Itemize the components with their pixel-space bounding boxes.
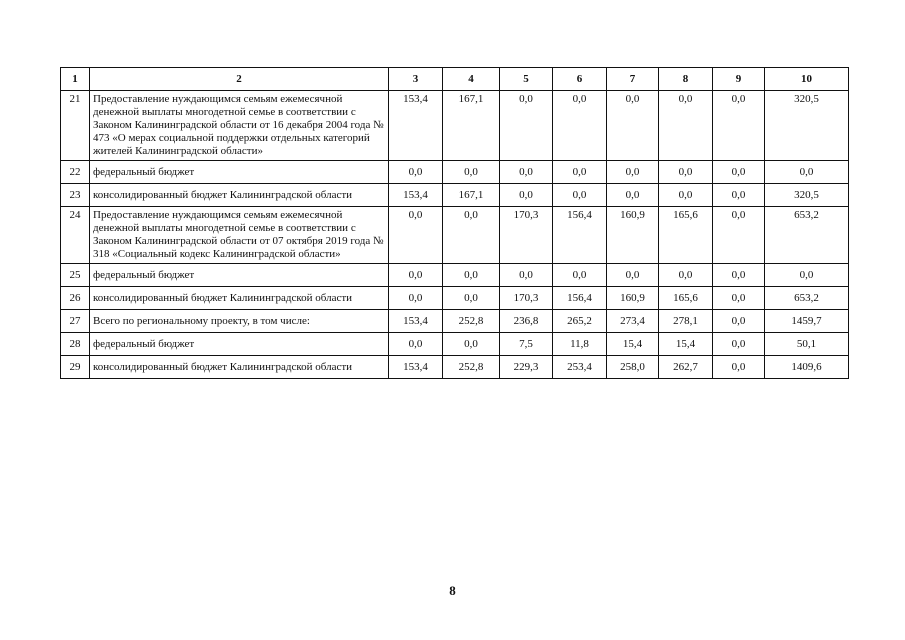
row-value-col4: 0,0 xyxy=(443,264,500,287)
row-value-col6: 0,0 xyxy=(553,161,607,184)
header-cell-10: 10 xyxy=(765,68,849,91)
row-value-col5: 229,3 xyxy=(500,356,553,379)
row-value-col6: 0,0 xyxy=(553,264,607,287)
header-cell-1: 1 xyxy=(61,68,90,91)
row-value-col7: 258,0 xyxy=(607,356,659,379)
row-value-col10: 653,2 xyxy=(765,207,849,264)
row-value-col10: 653,2 xyxy=(765,287,849,310)
header-cell-4: 4 xyxy=(443,68,500,91)
table-row-21 xyxy=(61,91,849,161)
row-value-col9: 0,0 xyxy=(713,161,765,184)
row-number: 24 xyxy=(61,207,90,264)
row-value-col3: 0,0 xyxy=(389,333,443,356)
row-value-col6: 0,0 xyxy=(553,184,607,207)
row-value-col9: 0,0 xyxy=(713,184,765,207)
row-value-col9: 0,0 xyxy=(713,310,765,333)
row-value-col4: 0,0 xyxy=(443,207,500,264)
row-value-col6: 0,0 xyxy=(553,91,607,161)
table-row-23 xyxy=(61,184,849,207)
row-description: консолидированный бюджет Калининградской области xyxy=(90,287,389,310)
row-value-col7: 273,4 xyxy=(607,310,659,333)
row-value-col9: 0,0 xyxy=(713,264,765,287)
row-value-col8: 0,0 xyxy=(659,91,713,161)
row-value-col6: 156,4 xyxy=(553,287,607,310)
row-description: консолидированный бюджет Калининградской области xyxy=(90,356,389,379)
row-number: 25 xyxy=(61,264,90,287)
row-description: Предоставление нуждающимся семьям ежемесячной денежной выплаты многодетной семье в соответствии с Законом Калининградской области от 07 октября 2019 года № 318 «Социальный кодекс Калининградской области» xyxy=(90,207,389,264)
header-cell-5: 5 xyxy=(500,68,553,91)
table-row-28 xyxy=(61,333,849,356)
row-number: 22 xyxy=(61,161,90,184)
row-value-col3: 153,4 xyxy=(389,91,443,161)
row-number: 26 xyxy=(61,287,90,310)
row-value-col8: 262,7 xyxy=(659,356,713,379)
row-value-col4: 0,0 xyxy=(443,287,500,310)
row-value-col3: 0,0 xyxy=(389,207,443,264)
row-value-col10: 0,0 xyxy=(765,161,849,184)
table-row-29 xyxy=(61,356,849,379)
row-description: федеральный бюджет xyxy=(90,333,389,356)
row-value-col3: 0,0 xyxy=(389,287,443,310)
row-value-col8: 0,0 xyxy=(659,264,713,287)
row-value-col4: 252,8 xyxy=(443,356,500,379)
row-value-col5: 0,0 xyxy=(500,264,553,287)
row-value-col10: 0,0 xyxy=(765,264,849,287)
row-value-col7: 160,9 xyxy=(607,207,659,264)
row-value-col4: 167,1 xyxy=(443,184,500,207)
row-value-col10: 320,5 xyxy=(765,91,849,161)
row-value-col5: 236,8 xyxy=(500,310,553,333)
row-value-col9: 0,0 xyxy=(713,333,765,356)
table-row-27 xyxy=(61,310,849,333)
row-value-col8: 0,0 xyxy=(659,161,713,184)
row-value-col10: 1459,7 xyxy=(765,310,849,333)
row-value-col7: 15,4 xyxy=(607,333,659,356)
row-value-col9: 0,0 xyxy=(713,91,765,161)
row-value-col5: 170,3 xyxy=(500,207,553,264)
row-value-col8: 165,6 xyxy=(659,287,713,310)
row-value-col7: 160,9 xyxy=(607,287,659,310)
row-description: федеральный бюджет xyxy=(90,264,389,287)
row-number: 28 xyxy=(61,333,90,356)
row-value-col8: 15,4 xyxy=(659,333,713,356)
row-value-col8: 165,6 xyxy=(659,207,713,264)
row-description: федеральный бюджет xyxy=(90,161,389,184)
row-value-col5: 0,0 xyxy=(500,184,553,207)
table-row-24 xyxy=(61,207,849,264)
row-number: 23 xyxy=(61,184,90,207)
row-value-col9: 0,0 xyxy=(713,356,765,379)
row-value-col3: 0,0 xyxy=(389,264,443,287)
row-value-col4: 167,1 xyxy=(443,91,500,161)
row-value-col7: 0,0 xyxy=(607,91,659,161)
table-header-row xyxy=(61,68,849,91)
row-value-col5: 170,3 xyxy=(500,287,553,310)
row-number: 29 xyxy=(61,356,90,379)
row-number: 27 xyxy=(61,310,90,333)
row-description: Всего по региональному проекту, в том числе: xyxy=(90,310,389,333)
row-value-col4: 0,0 xyxy=(443,333,500,356)
row-value-col10: 50,1 xyxy=(765,333,849,356)
row-value-col6: 11,8 xyxy=(553,333,607,356)
header-cell-3: 3 xyxy=(389,68,443,91)
header-cell-8: 8 xyxy=(659,68,713,91)
row-value-col8: 278,1 xyxy=(659,310,713,333)
row-value-col8: 0,0 xyxy=(659,184,713,207)
row-value-col6: 156,4 xyxy=(553,207,607,264)
row-value-col3: 0,0 xyxy=(389,161,443,184)
row-value-col6: 265,2 xyxy=(553,310,607,333)
header-cell-6: 6 xyxy=(553,68,607,91)
row-value-col3: 153,4 xyxy=(389,310,443,333)
row-description: консолидированный бюджет Калининградской области xyxy=(90,184,389,207)
table-row-26 xyxy=(61,287,849,310)
row-value-col4: 0,0 xyxy=(443,161,500,184)
budget-table xyxy=(60,67,849,379)
row-value-col10: 1409,6 xyxy=(765,356,849,379)
header-cell-2: 2 xyxy=(90,68,389,91)
row-value-col5: 0,0 xyxy=(500,91,553,161)
row-description: Предоставление нуждающимся семьям ежемесячной денежной выплаты многодетной семье в соответствии с Законом Калининградской области от 16 декабря 2004 года № 473 «О мерах социальной поддержки отдельных категорий жителей Калининградской области» xyxy=(90,91,389,161)
page-number: 8 xyxy=(449,583,456,598)
header-cell-9: 9 xyxy=(713,68,765,91)
row-value-col7: 0,0 xyxy=(607,184,659,207)
row-value-col10: 320,5 xyxy=(765,184,849,207)
row-value-col4: 252,8 xyxy=(443,310,500,333)
row-value-col9: 0,0 xyxy=(713,287,765,310)
row-value-col3: 153,4 xyxy=(389,184,443,207)
table-row-22 xyxy=(61,161,849,184)
row-value-col3: 153,4 xyxy=(389,356,443,379)
row-value-col5: 0,0 xyxy=(500,161,553,184)
row-number: 21 xyxy=(61,91,90,161)
row-value-col9: 0,0 xyxy=(713,207,765,264)
row-value-col5: 7,5 xyxy=(500,333,553,356)
header-cell-7: 7 xyxy=(607,68,659,91)
row-value-col7: 0,0 xyxy=(607,161,659,184)
row-value-col7: 0,0 xyxy=(607,264,659,287)
row-value-col6: 253,4 xyxy=(553,356,607,379)
table-row-25 xyxy=(61,264,849,287)
